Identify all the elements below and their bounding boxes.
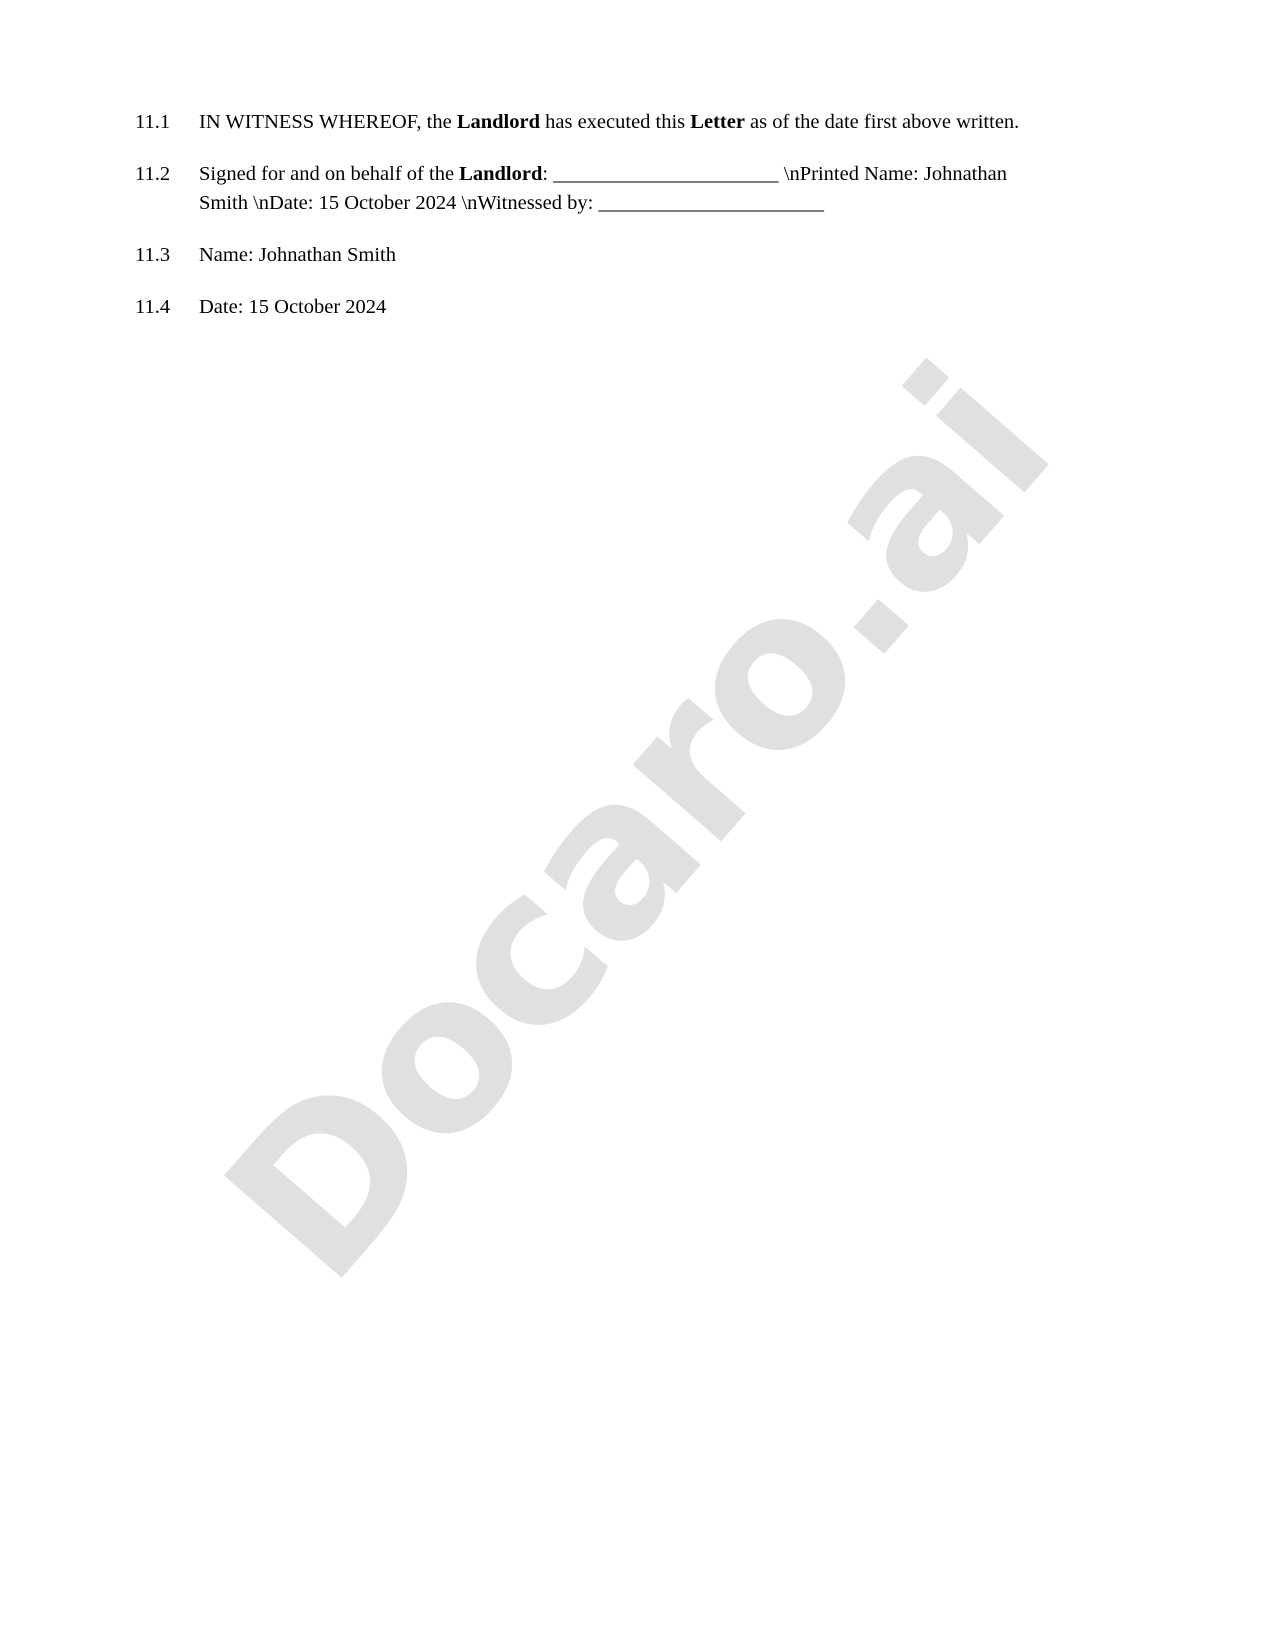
clause-number: 11.2: [135, 162, 171, 185]
clause-item: [135, 160, 1145, 219]
document-body: [0, 0, 1275, 323]
clause-text: [199, 160, 1024, 219]
clause-item: [135, 241, 1145, 271]
clause-text-run: IN WITNESS WHEREOF, the: [199, 111, 457, 133]
clause-list: [135, 108, 1145, 323]
clause-text-run: has executed this: [540, 111, 691, 133]
clause-item: [135, 293, 1145, 323]
clause-text-emphasis: Letter: [690, 111, 745, 133]
clause-text-run: as of the date first above written.: [744, 111, 1020, 133]
clause-item: [135, 108, 1145, 138]
clause-text-run: Name: Johnathan Smith: [199, 244, 397, 267]
clause-number: 11.1: [135, 111, 171, 133]
clause-text-run: Date: 15 October 2024: [199, 295, 387, 318]
clause-text-emphasis: Landlord: [459, 162, 543, 185]
clause-text-emphasis: Landlord: [456, 111, 540, 133]
clause-text-run: Signed for and on behalf of the: [199, 162, 460, 185]
clause-text: [199, 241, 1024, 271]
clause-text: [199, 108, 1024, 138]
clause-text-run: : ______________________ \nPrinted Name: Johnathan Smith \nDate: 15 October 2024 \nWitnessed by: ______________________: [199, 162, 1007, 215]
clause-number: 11.4: [135, 295, 171, 318]
clause-number: 11.3: [135, 244, 171, 267]
clause-text: [199, 293, 1024, 323]
watermark-text: Docaro.ai: [178, 323, 1097, 1327]
